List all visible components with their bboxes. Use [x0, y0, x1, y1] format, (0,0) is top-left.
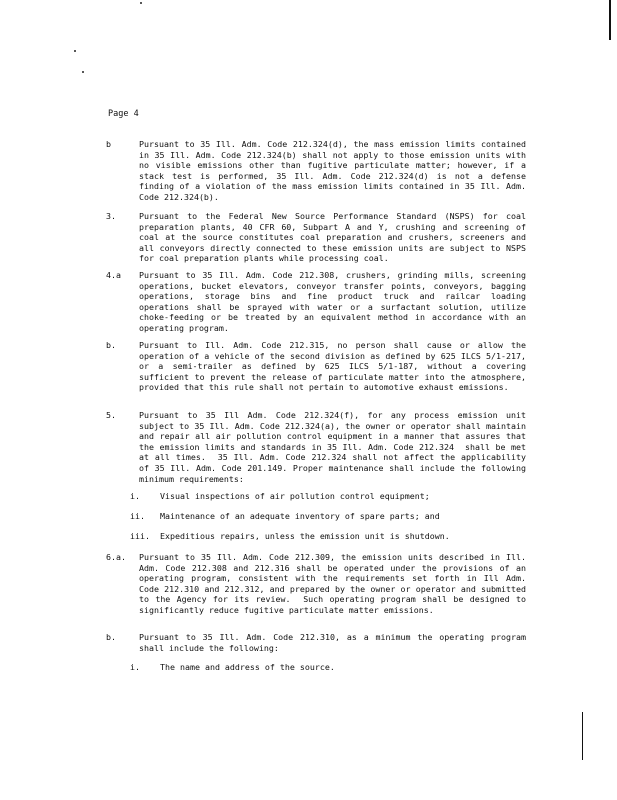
sub-number: i. — [130, 662, 140, 672]
program-item — [130, 662, 520, 673]
maintenance-item — [130, 531, 520, 542]
item-text: Pursuant to 35 Ill. Adm. Code 212.308, crushers, grinding mills, screening operations, bucket elevators, conveyor transfer points, conveyors, bagging operations, storage bins and fine product truck and railcar loading operations shall be sprayed with water or a surfactant solution, utilize choke-feeding or be treated by an equivalent method in accordance with an operating program. — [139, 270, 531, 333]
paragraph-b — [106, 139, 531, 203]
scan-edge-mark — [609, 0, 611, 40]
paragraph-5 — [106, 410, 531, 484]
sub-number: iii. — [130, 531, 150, 541]
item-text: Pursuant to the Federal New Source Performance Standard (NSPS) for coal preparation plants, 40 CFR 60, Subpart A and Y, crushing and screening of coal at the source constitutes coal preparation and crushers, screeners and all conveyors directly connected to these emission units are subject to NSPS for coal preparation plants while processing coal. — [139, 211, 531, 264]
paragraph-3 — [106, 211, 531, 264]
item-text: Pursuant to Ill. Adm. Code 212.315, no person shall cause or allow the operation of a vehicle of the second division as defined by 625 ILCS 5/1-217, or a semi-trailer as defined by 625 ILCS 5/1-187, without a covering sufficient to prevent the release of particulate matter into the atmosphere, provided that this rule shall not pertain to automotive exhaust emissions. — [139, 340, 531, 393]
scan-speck — [82, 71, 84, 73]
maintenance-item — [130, 491, 520, 502]
paragraph-6b — [106, 632, 531, 653]
item-text: Pursuant to 35 Ill. Adm. Code 212.309, the emission units described in Ill. Adm. Code 212.308 and 212.316 shall be operated under the provisions of an operating program, consistent with the requirements set forth in Ill Adm. Code 212.310 and 212.312, and prepared by the owner or operator and submitted to the Agency for its review. Such operating program shall be designed to significantly reduce fugitive particulate matter emissions. — [139, 552, 531, 615]
sub-text: Expeditious repairs, unless the emission unit is shutdown. — [160, 531, 450, 541]
sub-text: The name and address of the source. — [160, 662, 335, 672]
item-number: 5. — [106, 410, 116, 420]
maintenance-item — [130, 511, 520, 522]
item-number: b. — [106, 340, 116, 350]
sub-number: i. — [130, 491, 140, 501]
sub-number: ii. — [130, 511, 145, 521]
item-text: Pursuant to 35 Ill Adm. Code 212.324(f), for any process emission unit subject to 35 Ill. Adm. Code 212.324(a), the owner or operator shall maintain and repair all air pollution control equipment in a manner that assures that the emission limits and standards in 35 Ill. Adm. Code 212.324 shall be met at all times. 35 Ill. Adm. Code 212.324 shall not affect the applicability of 35 Ill. Adm. Code 201.149. Proper maintenance shall include the following minimum requirements: — [139, 410, 531, 484]
scan-speck — [74, 50, 76, 52]
item-number: 3. — [106, 211, 116, 221]
item-number: 4.a — [106, 270, 121, 280]
item-number: b — [106, 139, 111, 149]
item-text: Pursuant to 35 Ill. Adm. Code 212.310, as a minimum the operating program shall include the following: — [139, 632, 531, 653]
paragraph-6a — [106, 552, 531, 616]
item-number: 6.a. — [106, 552, 126, 562]
scan-speck — [140, 2, 142, 4]
scan-edge-mark — [582, 712, 583, 760]
sub-text: Maintenance of an adequate inventory of spare parts; and — [160, 511, 440, 521]
item-text: Pursuant to 35 Ill. Adm. Code 212.324(d), the mass emission limits contained in 35 Ill. Adm. Code 212.324(b) shall not apply to those emission units with no visible emissions other than fugitive particulate matter; however, if a stack test is performed, 35 Ill. Adm. Code 212.324(d) is not a defense finding of a violation of the mass emission limits contained in 35 Ill. Adm. Code 212.324(b). — [139, 139, 531, 202]
item-number: b. — [106, 632, 116, 642]
sub-text: Visual inspections of air pollution control equipment; — [160, 491, 430, 501]
page-label: Page 4 — [108, 109, 139, 119]
paragraph-4a — [106, 270, 531, 334]
paragraph-4b — [106, 340, 531, 393]
